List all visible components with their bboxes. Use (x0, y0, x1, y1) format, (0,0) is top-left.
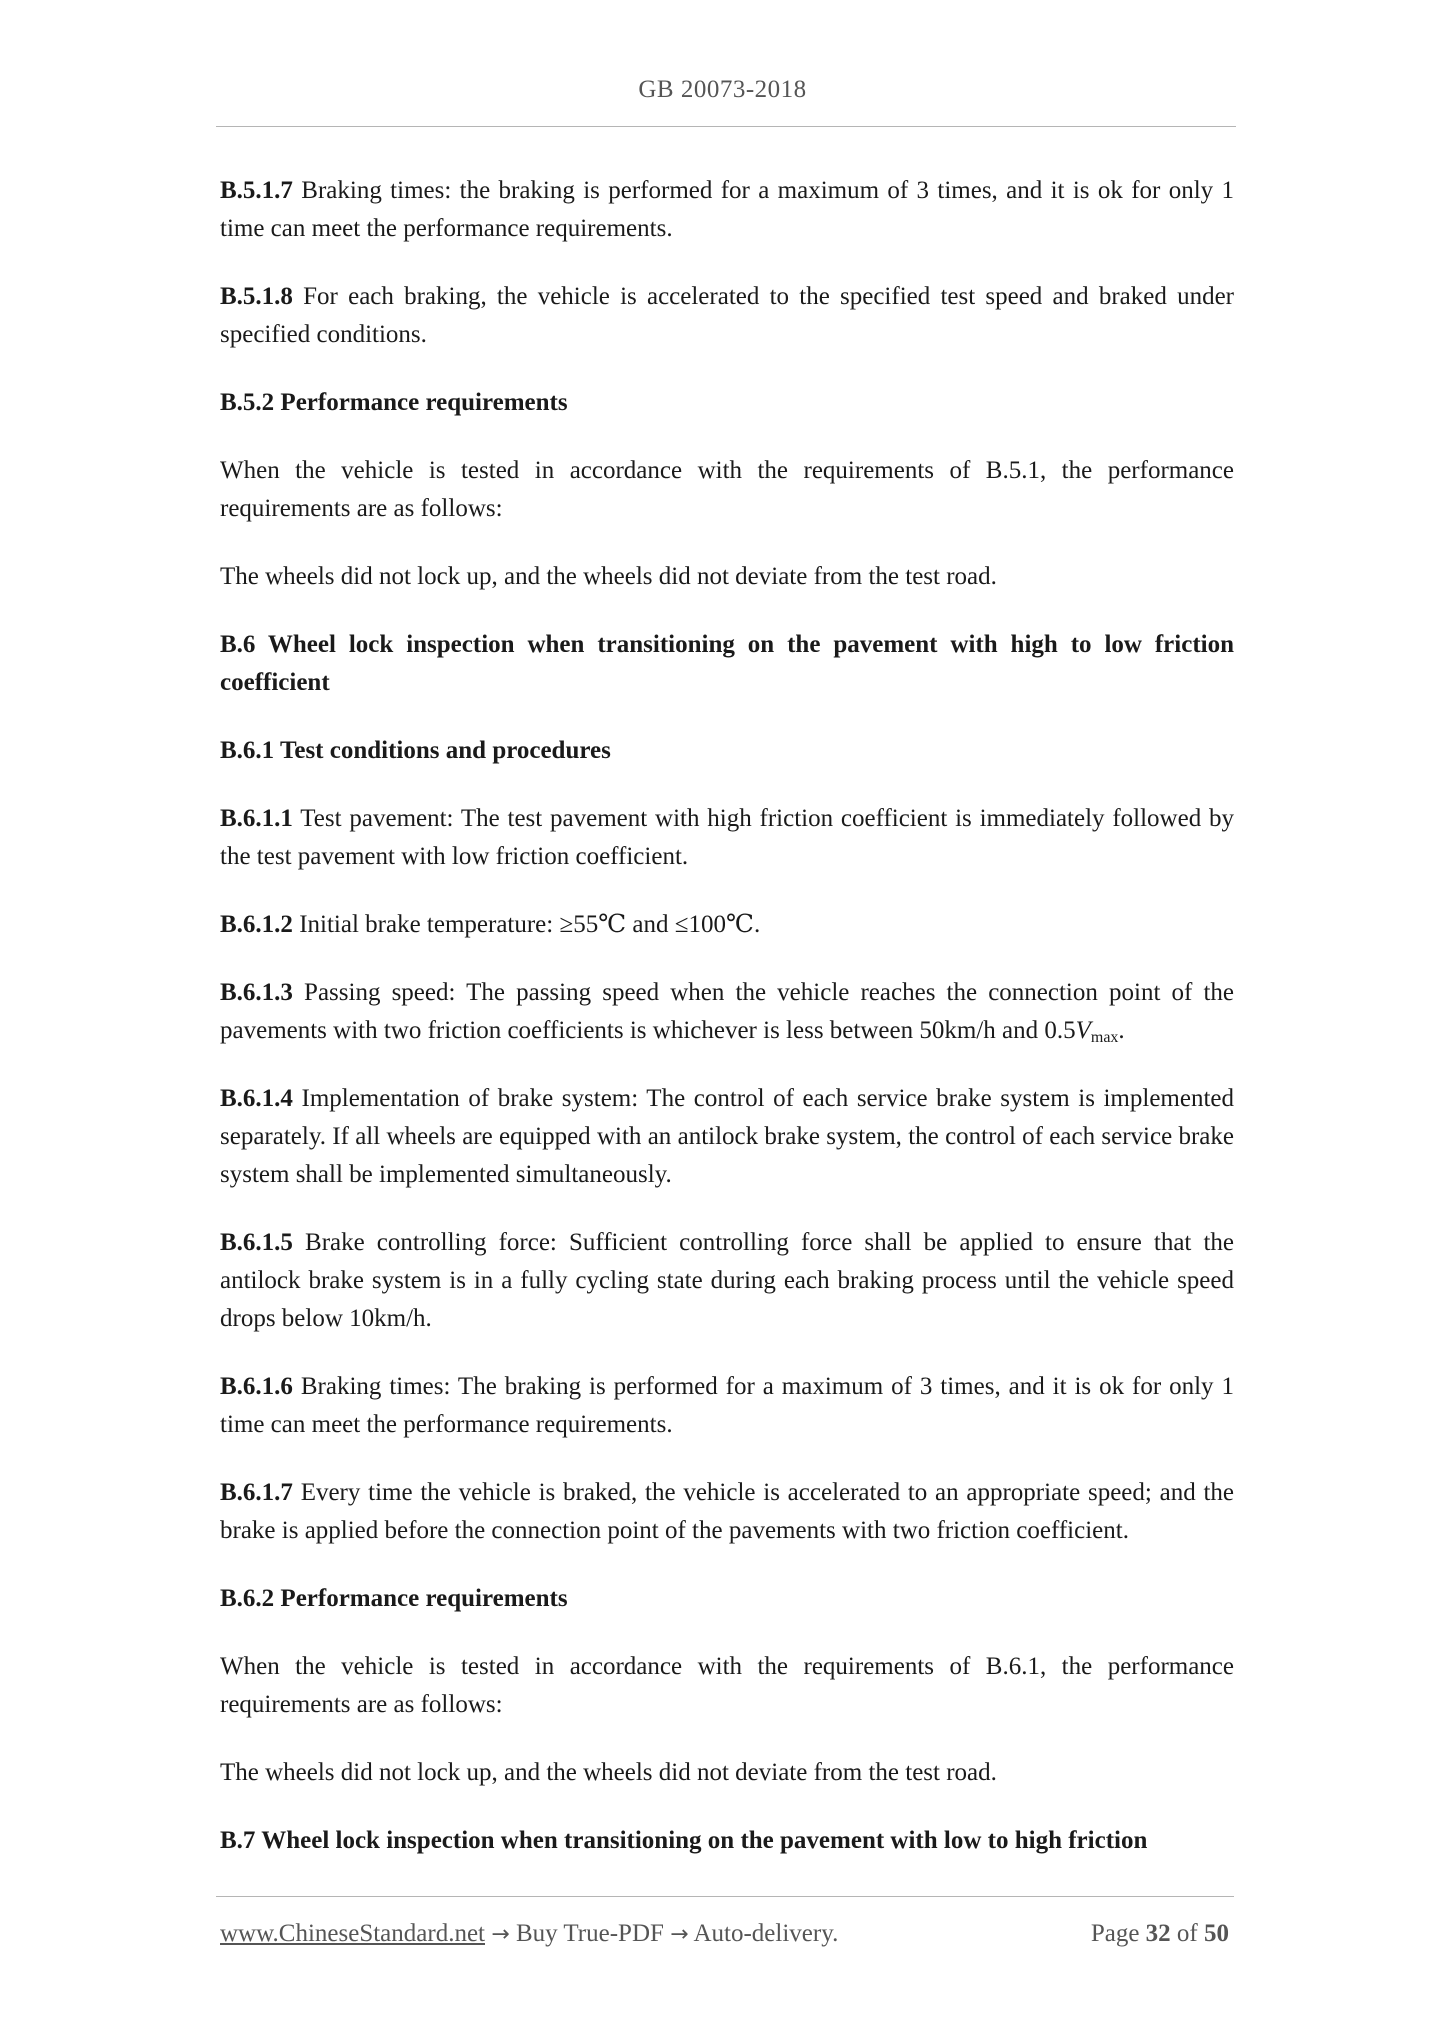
auto-delivery-text: Auto-delivery. (693, 1920, 839, 1947)
paragraph-b-5-2-intro: When the vehicle is tested in accordance with the requirements of B.5.1, the performance requirements are as follows: (220, 457, 1234, 522)
clause-b-6-1-6 (220, 1368, 1234, 1444)
clause-b-5-1-7 (220, 172, 1234, 248)
heading-b-7: B.7 Wheel lock inspection when transitioning on the pavement with low to high friction (220, 1827, 1148, 1854)
clause-text: Passing speed: The passing speed when the vehicle reaches the connection point of the pavements with two friction coefficients is whichever is less between 50km/h and 0.5 (220, 979, 1234, 1044)
clause-number: B.6.1.7 (220, 1479, 293, 1506)
total-page-number: 50 (1204, 1920, 1229, 1947)
clause-b-6-1-7 (220, 1474, 1234, 1550)
velocity-symbol: V (1075, 1017, 1091, 1044)
clause-b-6-1-2 (220, 906, 1234, 944)
current-page-number: 32 (1145, 1920, 1171, 1947)
paragraph-b-6-2-intro: When the vehicle is tested in accordance with the requirements of B.6.1, the performance requirements are as follows: (220, 1653, 1234, 1718)
clause-text: Braking times: the braking is performed for a maximum of 3 times, and it is ok for only 1 time can meet the performance requirements. (220, 177, 1234, 242)
heading-b-6-2: B.6.2 Performance requirements (220, 1585, 568, 1612)
clause-number: B.6.1.5 (220, 1229, 293, 1256)
clause-number: B.5.1.7 (220, 177, 293, 204)
clause-text: For each braking, the vehicle is accelerated to the specified test speed and braked under specified conditions. (220, 283, 1234, 348)
footer-divider (216, 1896, 1234, 1897)
clause-number: B.5.1.8 (220, 283, 293, 310)
heading-b-5-2: B.5.2 Performance requirements (220, 389, 568, 416)
arrow-right-icon: → (670, 1922, 689, 1947)
clause-text: Brake controlling force: Sufficient controlling force shall be applied to ensure that the antilock brake system is in a fully cycling state during each braking process until the vehicle speed drops below 10km/h. (220, 1229, 1234, 1332)
clause-b-6-1-5 (220, 1224, 1234, 1338)
clause-number: B.6.1.1 (220, 805, 293, 832)
heading-b-6-1: B.6.1 Test conditions and procedures (220, 737, 611, 764)
clause-b-6-1-1 (220, 800, 1234, 876)
clause-number: B.6.1.3 (220, 979, 293, 1006)
clause-text: Initial brake temperature: ≥55℃ and ≤100℃. (292, 911, 761, 938)
document-body (220, 172, 1234, 1890)
paragraph-b-6-2-result: The wheels did not lock up, and the wheels did not deviate from the test road. (220, 1759, 997, 1786)
clause-b-5-1-8 (220, 278, 1234, 354)
website-link[interactable]: www.ChineseStandard.net (220, 1920, 485, 1947)
clause-text: Braking times: The braking is performed for a maximum of 3 times, and it is ok for only 1 time can meet the performance requirements. (220, 1373, 1234, 1438)
clause-b-6-1-4 (220, 1080, 1234, 1194)
clause-number: B.6.1.4 (220, 1085, 293, 1112)
standard-number: GB 20073-2018 (638, 76, 807, 103)
page-of-label: of (1176, 1920, 1198, 1947)
clause-text: Implementation of brake system: The control of each service brake system is implemented separately. If all wheels are equipped with an antilock brake system, the control of each service brake system shall be implemented simultaneously. (220, 1085, 1234, 1188)
heading-b-6: B.6 Wheel lock inspection when transitioning on the pavement with high to low friction coefficient (220, 631, 1234, 696)
clause-number: B.6.1.6 (220, 1373, 293, 1400)
velocity-subscript: max (1090, 1029, 1119, 1046)
page-indicator (1091, 1920, 1229, 1948)
clause-text: Every time the vehicle is braked, the vehicle is accelerated to an appropriate speed; and the brake is applied before the connection point of the pavements with two friction coefficient. (220, 1479, 1234, 1544)
footer-promo (220, 1920, 838, 1948)
header-divider (216, 126, 1236, 127)
clause-text: Test pavement: The test pavement with high friction coefficient is immediately followed by the test pavement with low friction coefficient. (220, 805, 1234, 870)
clause-tail: . (1118, 1017, 1125, 1044)
buy-true-pdf-text: Buy True-PDF (515, 1920, 664, 1947)
paragraph-b-5-2-result: The wheels did not lock up, and the wheels did not deviate from the test road. (220, 563, 997, 590)
page-label: Page (1090, 1920, 1140, 1947)
page-header (0, 76, 1445, 104)
arrow-right-icon: → (491, 1922, 510, 1947)
clause-number: B.6.1.2 (220, 911, 293, 938)
clause-b-6-1-3 (220, 974, 1234, 1050)
